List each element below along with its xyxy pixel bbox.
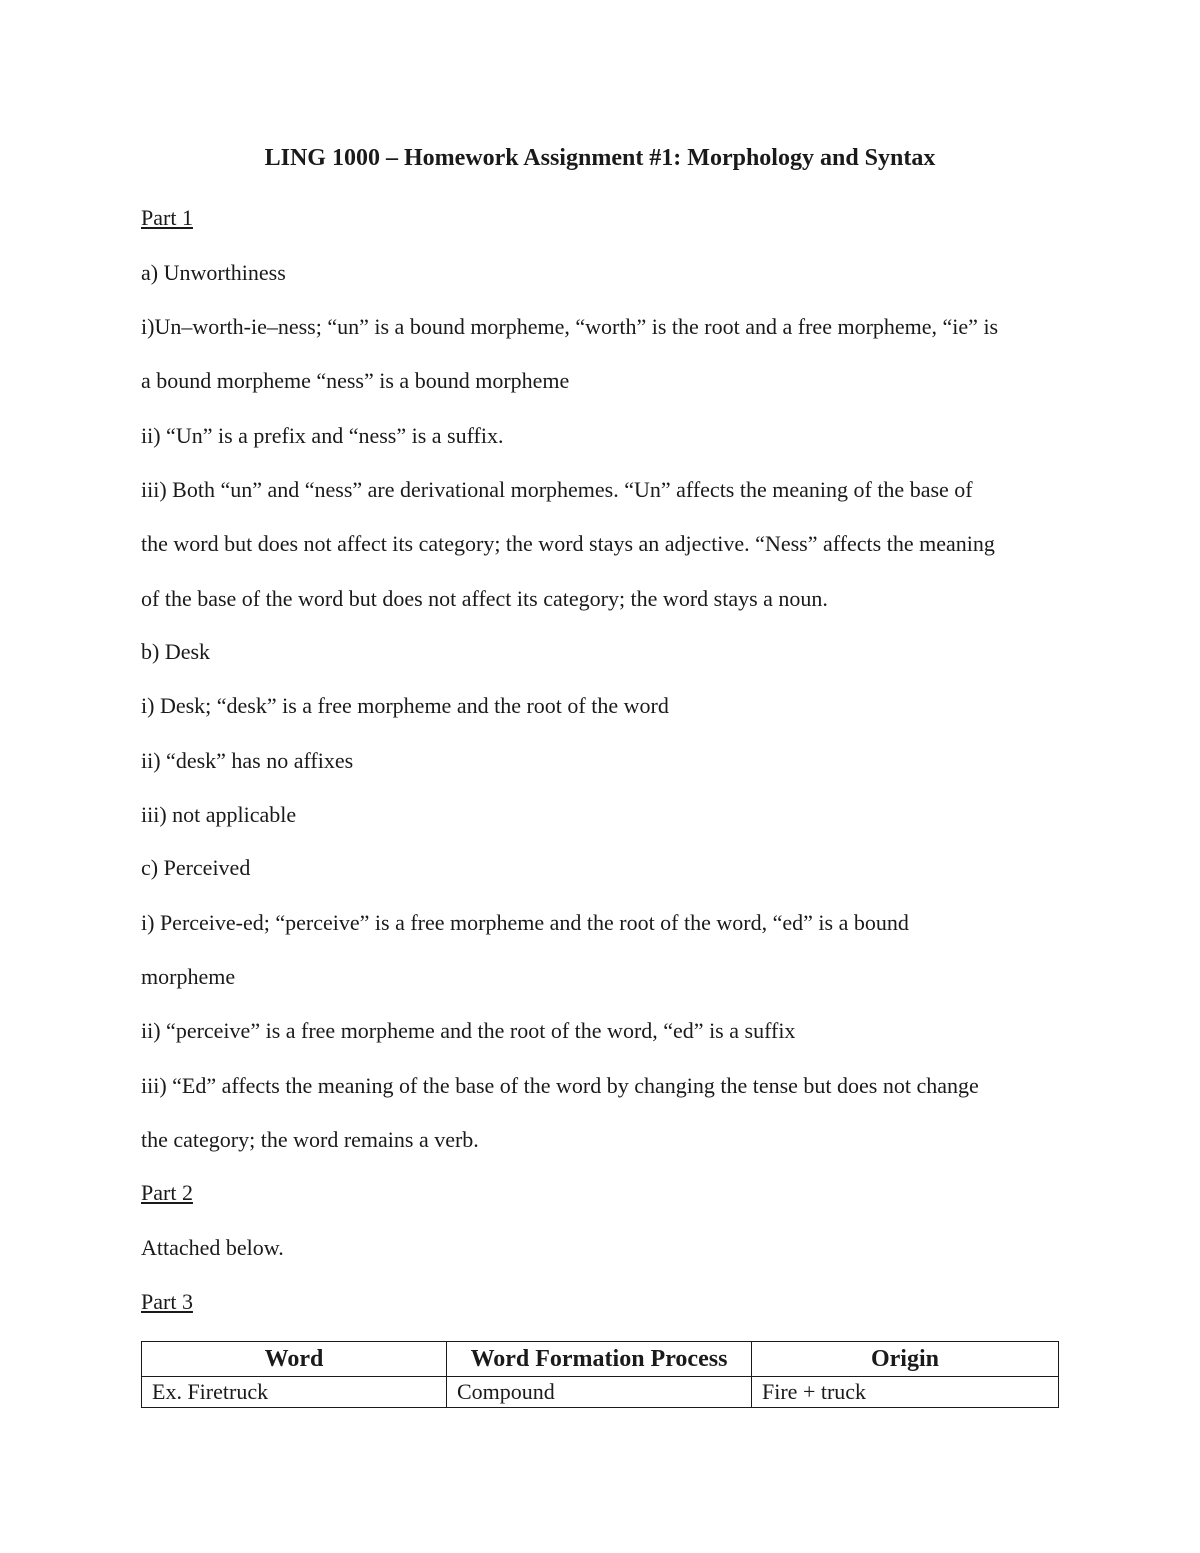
item-a-ii: ii) “Un” is a prefix and “ness” is a suffix. [141, 423, 504, 448]
part1-heading: Part 1 [141, 205, 193, 230]
item-b-iii: iii) not applicable [141, 802, 297, 827]
item-a-i-line2: a bound morpheme “ness” is a bound morpheme [141, 368, 570, 393]
table-row [142, 1377, 1059, 1408]
header-word: Word [142, 1342, 447, 1377]
item-a-iii-line2: the word but does not affect its category; the word stays an adjective. “Ness” affects the meaning [141, 531, 995, 556]
table-header-row [142, 1342, 1059, 1377]
item-a-heading: a) Unworthiness [141, 260, 286, 285]
cell-word: Ex. Firetruck [142, 1377, 447, 1408]
word-formation-table [141, 1341, 1059, 1408]
item-a-i-line1: i)Un–worth-ie–ness; “un” is a bound morpheme, “worth” is the root and a free morpheme, “ie” is [141, 314, 999, 339]
item-b-i: i) Desk; “desk” is a free morpheme and the root of the word [141, 693, 669, 718]
part3-heading: Part 3 [141, 1289, 193, 1314]
item-c-i-line2: morpheme [141, 964, 236, 989]
item-a-iii-line3: of the base of the word but does not affect its category; the word stays a noun. [141, 586, 828, 611]
item-a-iii-line1: iii) Both “un” and “ness” are derivational morphemes. “Un” affects the meaning of the base of [141, 477, 973, 502]
item-c-heading: c) Perceived [141, 855, 251, 880]
header-origin: Origin [752, 1342, 1059, 1377]
cell-origin: Fire + truck [752, 1377, 1059, 1408]
item-c-iii-line1: iii) “Ed” affects the meaning of the base of the word by changing the tense but does not change [141, 1073, 979, 1098]
header-word-formation-process: Word Formation Process [447, 1342, 752, 1377]
document-title: LING 1000 – Homework Assignment #1: Morphology and Syntax [264, 145, 936, 171]
item-b-ii: ii) “desk” has no affixes [141, 748, 354, 773]
item-b-heading: b) Desk [141, 639, 211, 664]
cell-formation-process: Compound [447, 1377, 752, 1408]
item-c-ii: ii) “perceive” is a free morpheme and the root of the word, “ed” is a suffix [141, 1018, 796, 1043]
part2-heading: Part 2 [141, 1180, 193, 1205]
item-c-i-line1: i) Perceive-ed; “perceive” is a free morpheme and the root of the word, “ed” is a bound [141, 910, 909, 935]
part2-text: Attached below. [141, 1235, 284, 1260]
item-c-iii-line2: the category; the word remains a verb. [141, 1127, 479, 1152]
